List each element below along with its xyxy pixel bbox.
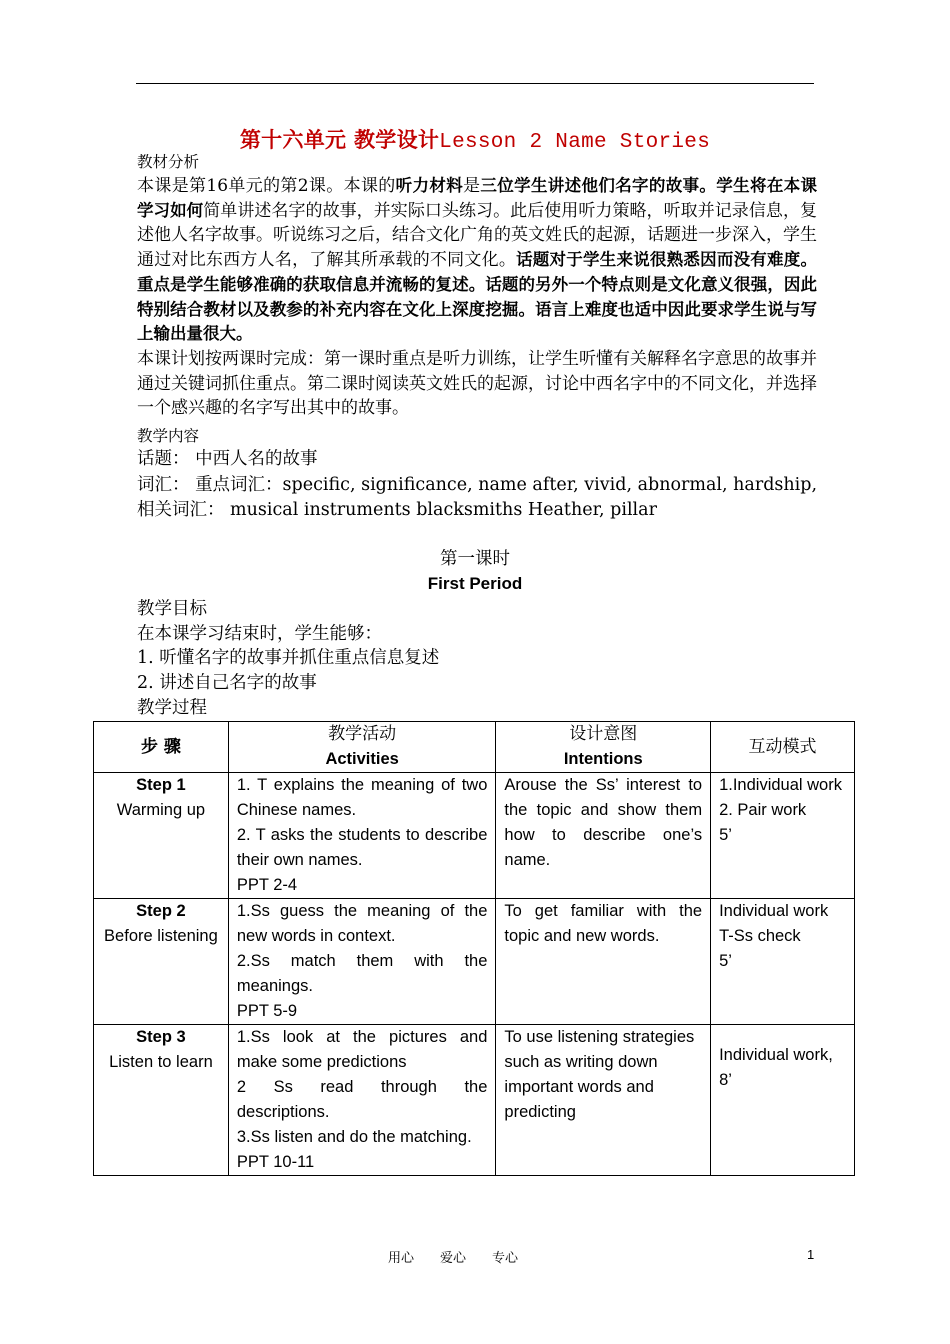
objective-item: 1. 听懂名字的故事并抓住重点信息复述 [137,648,440,668]
title-en: Lesson 2 Name Stories [439,131,711,154]
intention-cell: To get familiar with the topic and new words. [496,899,711,1025]
period-title-en: First Period [427,574,523,593]
activities-cell: 1. T explains the meaning of two Chinese names. 2. T asks the students to describe their own names. PPT 2-4 [228,773,496,899]
header-step: 步 骤 [94,722,229,773]
activities-cell: 1.Ss look at the pictures and make some predictions 2 Ss read through the descriptions. 3.Ss listen and do the matching. PPT 10-11 [228,1025,496,1176]
step-cell: Step 3 Listen to learn [94,1025,229,1176]
analysis-paragraph-2: 本课计划按两课时完成：第一课时重点是听力训练，让学生听懂有关解释名字意思的故事并通过关键词抓住重点。第二课时阅读英文姓氏的起源，讨论中西名字中的不同文化，并选择一个感兴趣的名字写出其中的故事。 [137,349,817,419]
mode-cell: Individual work T-Ss check 5’ [711,899,855,1025]
content-related-vocabulary: 相关词汇： musical instruments blacksmiths Heather, pillar [137,500,657,520]
title-cn: 第十六单元 教学设计 [239,127,440,152]
objectives-heading: 教学目标 [137,599,207,619]
intention-cell: To use listening strategies such as writing down important words and predicting [496,1025,711,1176]
analysis-heading: 教材分析 [137,153,200,171]
page-title [0,124,950,154]
analysis-text: 本课是第16单元的第2课。本课的 [137,176,396,196]
analysis-text: 是 [463,176,481,196]
objectives-intro: 在本课学习结束时，学生能够： [137,624,382,644]
header-activities: 教学活动 Activities [228,722,496,773]
table-row [94,899,855,1025]
header-intentions: 设计意图 Intentions [496,722,711,773]
analysis-paragraph-1 [137,174,817,347]
footer-motto: 用心 爱心 专心 [388,1251,519,1266]
step-cell: Step 1 Warming up [94,773,229,899]
process-heading: 教学过程 [137,698,207,718]
activities-cell: 1.Ss guess the meaning of the new words in context. 2.Ss match them with the meanings. PPT 5-9 [228,899,496,1025]
header-rule [136,83,814,84]
analysis-text: 简单讲述名字的故事，并实际口头练习。此后使用听力策略，听取并记录信息，复述他人名字故事。听说练习之后，结合文化广角的英文姓氏的起源，话题进一步深入，学生通过对比东西方人名，了解其所承载的不同文化。 [137,200,818,271]
analysis-bold: 话题对于学生来说很熟悉因而没有难度。重点是学生能够准确的获取信息并流畅的复述。话题的另外一个特点则是文化意义很强，因此特别结合教材以及教参的补充内容在文化上深度挖掘。语言上难度也适中因此要求学生说与写上输出量很大。 [137,250,818,344]
table-row [94,1025,855,1176]
analysis-bold: 三位学生讲述他们名字的故事。学生将在本课学习如何 [137,176,818,220]
intention-cell: Arouse the Ss’ interest to the topic and show them how to describe one’s name. [496,773,711,899]
mode-cell: Individual work, 8’ [711,1025,855,1176]
analysis-bold: 听力材料 [395,176,464,195]
content-topic: 话题： 中西人名的故事 [137,449,318,469]
step-cell: Step 2 Before listening [94,899,229,1025]
mode-cell: 1.Individual work 2. Pair work 5’ [711,773,855,899]
table-header-row [94,722,855,773]
content-heading: 教学内容 [137,427,200,445]
process-table [93,721,855,1176]
header-mode: 互动模式 [711,722,855,773]
content-vocabulary: 词汇： 重点词汇：specific, significance, name after, vivid, abnormal, hardship, [137,475,818,495]
period-title-cn: 第一课时 [440,549,510,569]
page-number: 1 [807,1247,815,1262]
objective-item: 2. 讲述自己名字的故事 [137,673,317,693]
table-row [94,773,855,899]
